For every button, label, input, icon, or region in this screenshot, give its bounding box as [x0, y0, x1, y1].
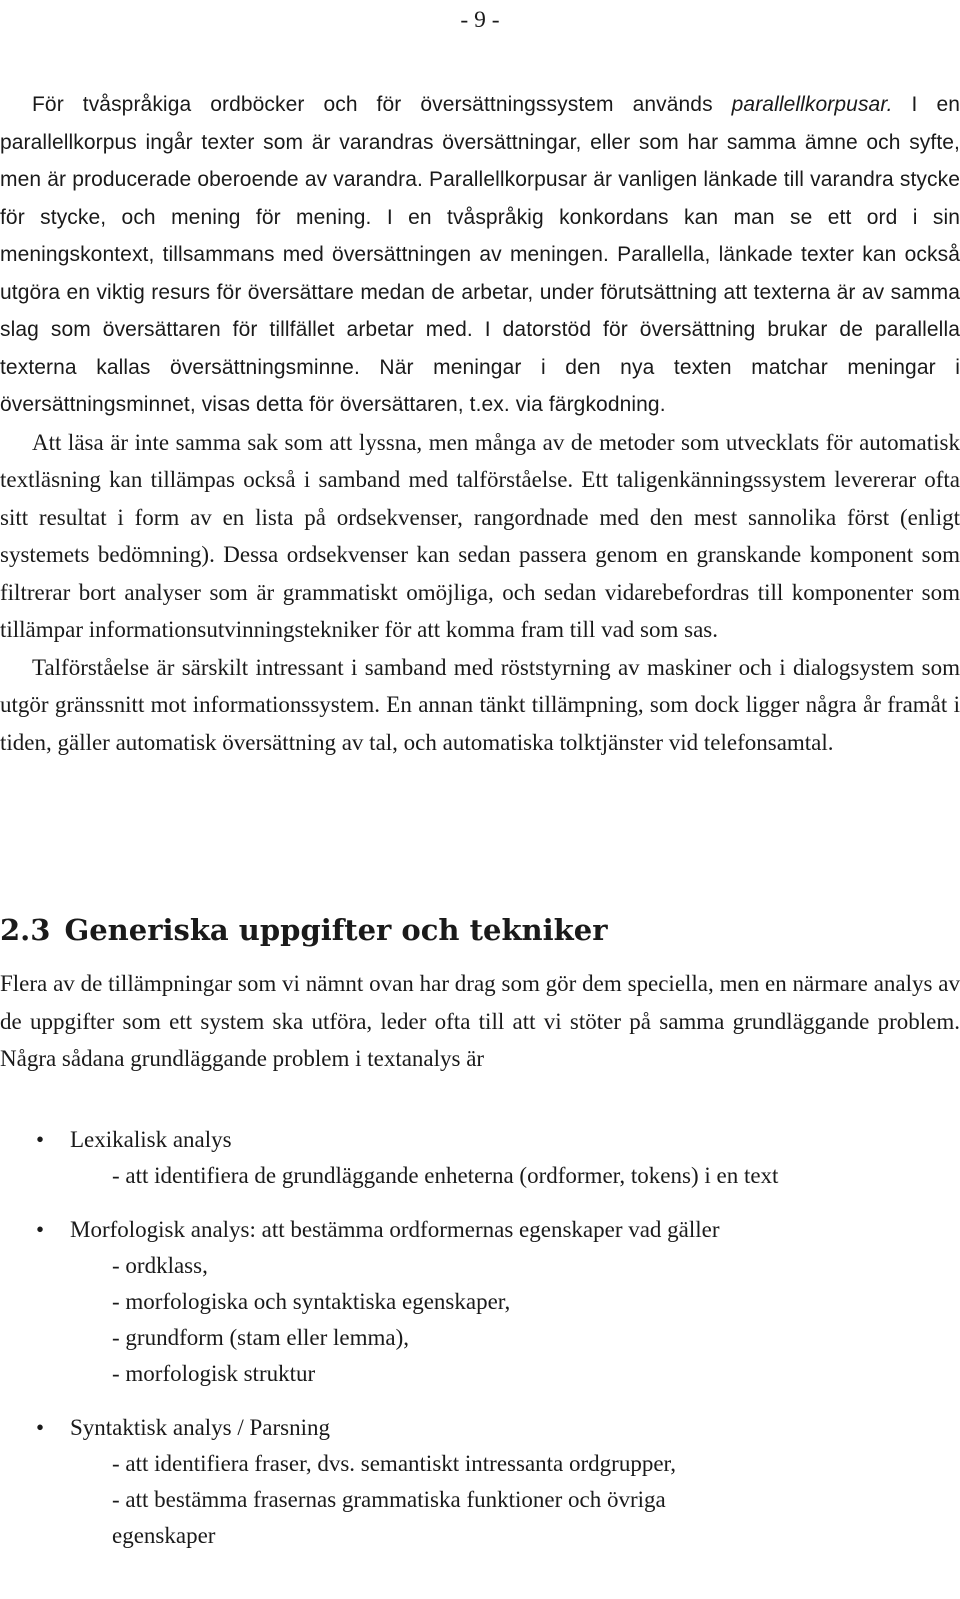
section-intro-paragraph: Flera av de tillämpningar som vi nämnt ovan har drag som gör dem speciella, men en närmare analys av de uppgifter som ett system ska utföra, leder ofta till att vi stöter på samma grundläggande problem. Några sådana grundläggande problem i textanalys är	[0, 971, 960, 1071]
section-title: Generiska uppgifter och tekniker	[64, 913, 608, 947]
section-heading	[0, 910, 607, 950]
list-item	[0, 1212, 960, 1392]
paragraph-dialogue-systems: Talförståelse är särskilt intressant i samband med röststyrning av maskiner och i dialogsystem som utgör gränssnitt mot informationssystem. En annan tänkt tillämpning, som dock ligger några år framåt i tiden, gäller automatisk översättning av tal, och automatiska tolktjänster vid telefonsamtal.	[0, 654, 960, 755]
bullet-icon: •	[36, 1217, 45, 1242]
list-subitem: egenskaper	[112, 1523, 216, 1548]
list-subitem: - att identifiera fraser, dvs. semantiskt intressanta ordgrupper,	[112, 1451, 677, 1476]
term-parallellkorpusar: parallellkorpusar.	[731, 93, 893, 116]
list-item	[0, 1122, 960, 1194]
list-item	[0, 1410, 960, 1554]
paragraph-speech-understanding: Att läsa är inte samma sak som att lyssna, men många av de metoder som utvecklats för automatisk textläsning kan tillämpas också i samband med talförståelse. Ett taligenkänningssystem levererar ofta sitt resultat i form av en lista på ordsekvenser, rangordnade med den mest sannolika först (enligt systemets bedömning). Dessa ordsekvenser kan sedan passera genom en granskande komponent som filtrerar bort analyser som är grammatiskt omöjliga, och sedan vidarebefordras till komponenter som tillämpar informationsutvinningstekniker för att komma fram till vad som sas.	[0, 429, 960, 642]
list-item-label: Lexikalisk analys	[70, 1127, 232, 1152]
list-subitem: - att identifiera de grundläggande enheterna (ordformer, tokens) i en text	[112, 1163, 779, 1188]
list-item-label: Morfologisk analys: att bestämma ordformernas egenskaper vad gäller	[70, 1217, 720, 1242]
list-subitem: - morfologisk struktur	[112, 1361, 316, 1386]
body-text	[0, 86, 960, 761]
paragraph-parallel-corpora	[0, 86, 960, 424]
section-intro	[0, 965, 960, 1078]
list-item-label: Syntaktisk analys / Parsning	[70, 1415, 331, 1440]
list-subitem: - ordklass,	[112, 1253, 208, 1278]
page-number: - 9 -	[460, 7, 500, 33]
list-subitem: - morfologiska och syntaktiska egenskaper,	[112, 1289, 511, 1314]
problem-list	[0, 1122, 960, 1572]
paragraph-1-rest: I en parallellkorpus ingår texter som är varandras översättningar, eller som har samma ämne och syfte, men är producerade oberoende av varandra. Parallellkorpusar är vanligen länkade till varandra stycke för stycke, och mening för mening. I en tvåspråkig konkordans kan man se ett ord i sin meningskontext, tillsammans med översättningen av meningen. Parallella, länkade texter kan också utgöra en viktig resurs för översättare medan de arbetar, under förutsättning att texterna är av samma slag som översättaren för tillfället arbetar med. I datorstöd för översättning brukar de parallella texterna kallas översättningsminne. När meningar i den nya texten matchar meningar i översättningsminnet, visas detta för översättaren, t.ex. via färgkodning.	[0, 93, 960, 416]
list-subitem: - grundform (stam eller lemma),	[112, 1325, 409, 1350]
list-subitem: - att bestämma frasernas grammatiska funktioner och övriga	[112, 1487, 666, 1512]
bullet-icon: •	[36, 1127, 45, 1152]
bullet-icon: •	[36, 1415, 45, 1440]
paragraph-1-start: För tvåspråkiga ordböcker och för översättningssystem används	[32, 93, 732, 116]
section-number: 2.3	[0, 913, 51, 947]
